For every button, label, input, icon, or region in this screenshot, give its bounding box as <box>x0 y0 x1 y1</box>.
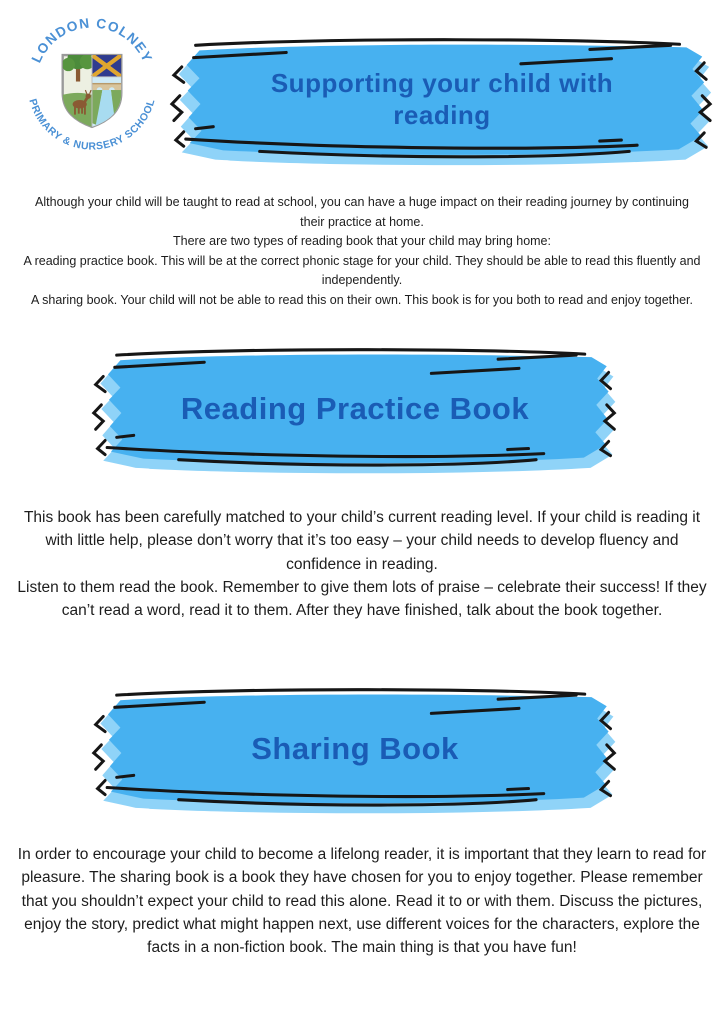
school-logo <box>18 4 166 160</box>
logo-arc-bottom-text: PRIMARY & NURSERY SCHOOL <box>26 97 158 153</box>
sharing-book-section <box>12 843 712 959</box>
crest-saltire-flag <box>92 55 121 77</box>
intro-paragraph-1: Although your child will be taught to read at school, you can have a huge impact on their reading journey by continuing their practice at home. <box>35 195 689 229</box>
reading-practice-section <box>14 506 710 622</box>
reading-practice-heading-text: Reading Practice Book <box>180 391 530 427</box>
sharing-book-heading <box>88 686 622 812</box>
reading-practice-paragraph-2: Listen to them read the book. Remember to give them lots of praise – celebrate their success! If they can’t read a word, read it to them. After they have finished, talk about the book together. <box>17 578 707 619</box>
title-banner <box>166 36 718 172</box>
sharing-book-paragraph-1: In order to encourage your child to become a lifelong reader, it is important that they learn to read for pleasure. The sharing book is a book they have chosen for you to enjoy together. Please remember that you shouldn’t expect your child to read this alone. Read it to or with them. Discuss the pictures, enjoy the story, predict what might happen next, use different voices for the characters, explore the facts in a non-fiction book. The main thing is that you have fun! <box>17 846 707 956</box>
reading-practice-banner <box>88 346 622 480</box>
intro-paragraph-2: There are two types of reading book that your child may bring home: <box>173 234 551 248</box>
sharing-book-heading-text: Sharing Book <box>251 731 459 767</box>
page-title-line2: reading <box>393 99 491 130</box>
page-title <box>166 36 718 164</box>
logo-arc-top-text: LONDON COLNEY <box>28 15 156 66</box>
sharing-book-banner <box>88 686 622 820</box>
school-crest-graphic <box>18 4 166 160</box>
reading-practice-paragraph-1: This book has been carefully matched to your child’s current reading level. If your child is reading it with little help, please don’t worry that it’s too easy – your child needs to develop fluency and confidence in reading. <box>23 509 701 573</box>
page-title-line1: Supporting your child with <box>270 68 614 99</box>
reading-practice-heading <box>88 346 622 472</box>
intro-paragraph-3: A reading practice book. This will be at the correct phonic stage for your child. They should be able to read this fluently and independently. <box>23 253 701 287</box>
intro-section <box>22 193 702 310</box>
intro-paragraph-4: A sharing book. Your child will not be able to read this on their own. This book is for you both to read and enjoy together. <box>31 292 693 307</box>
